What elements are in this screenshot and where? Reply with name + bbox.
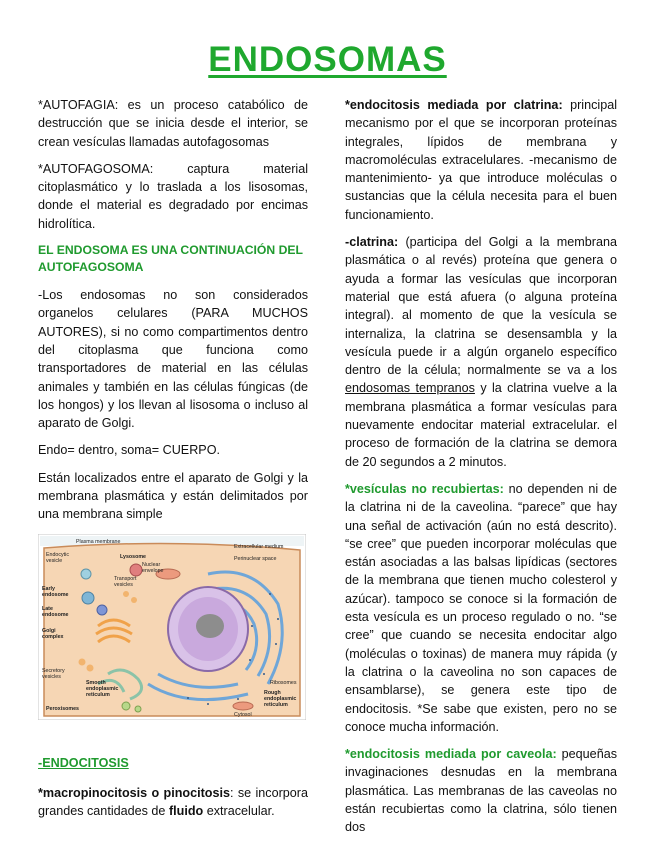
vesiculas-no-recubiertas-paragraph	[345, 480, 617, 736]
clatrina-endocitosis-paragraph	[345, 96, 617, 224]
clatrina-paragraph	[345, 233, 617, 471]
label-envelope: envelope	[142, 567, 164, 574]
label-rough-endoplasmic: endoplasmic	[264, 695, 297, 702]
label-smooth: Smooth	[86, 679, 106, 686]
endosomas-tempranos-term: endosomas tempranos	[345, 381, 475, 396]
cell-diagram	[38, 534, 306, 720]
macropinocitosis-text-a: : se incorpora grandes cantidades de	[38, 785, 308, 819]
caveola-term: *endocitosis mediada por caveola:	[345, 747, 557, 762]
label-rough-reticulum: reticulum	[264, 701, 288, 708]
clatrina-endocitosis-text: principal mecanismo por el que se incorporan proteínas integrales, lípidos de membrana y macromoléculas extracelulares. -mecanismo de mantenimiento- ya que introduce moléculas o sustancias que la célula necesita para el buen funcionamiento.	[345, 98, 618, 222]
endosomas-paragraph: -Los endosomas no son considerados organelos celulares (PARA MUCHOS AUTORES), si no como compartimentos dentro del citoplasma que funciona como transportadores de material en las células animales y también en las células fúngicas (de los hongos) y los llevan al lisosoma o incluso al aparato de Golgi.	[38, 288, 308, 431]
label-lysosome: Lysosome	[120, 553, 147, 560]
label-smooth-endoplasmic: endoplasmic	[86, 685, 119, 692]
autofagosoma-paragraph: *AUTOFAGOSOMA: captura material citoplasmático y lo traslada a los lisosomas, donde el material es degradado por encimas hidrolítica.	[38, 161, 308, 231]
caveola-text: pequeñas invaginaciones desnudas en la membrana plasmática. Las membranas de las caveolas no están recubiertas como la clatrina, sólo tienen dos	[345, 747, 617, 835]
etymology-paragraph: Endo= dentro, soma= CUERPO.	[38, 443, 221, 458]
endosoma-heading: EL ENDOSOMA ES UNA CONTINUACIÓN DEL AUTOFAGOSOMA	[38, 243, 303, 275]
label-late: Late	[42, 605, 53, 612]
label-peroxisomes: Peroxisomes	[46, 705, 79, 712]
left-column	[38, 96, 308, 830]
label-vesicles: vesicles	[114, 581, 133, 588]
label-extracellular-medium: Extracellular medium	[234, 543, 284, 550]
label-smooth-reticulum: reticulum	[86, 691, 110, 698]
endocitosis-heading: -ENDOCITOSIS	[38, 755, 129, 770]
clatrina-text-b: y la clatrina vuelve a la membrana plasmática a formar vesículas para nuevamente endocitar material extracelular. el proceso de formación de la clatrina se demora de 20 segundos a 2 minutos.	[345, 381, 617, 469]
clatrina-term: -clatrina:	[345, 235, 399, 250]
label-secretory-vesicles: vesicles	[42, 673, 61, 680]
label-cytosol: Cytosol	[234, 711, 252, 718]
cell-diagram-image	[38, 534, 306, 720]
label-late-endosome: endosome	[42, 611, 69, 618]
vesiculas-no-recubiertas-text: no dependen ni de la clatrina ni de la caveolina. “parece” que hay una señal de activación (aún no está descrito). “se cree” que pueden incorporar moléculas que están asociadas a las balsas lipídicas (sectores de la membrana que tienen mucho colesterol y azúcar). tampoco se conoce si la formación de esta vesícula es un proceso regulado o no. “se cree” que cuando se necesita endocitar algo (moléculas o toxinas) de manera muy rápida (y la clatrina o la caveolina no son capaces de ensamblarse), se genera este tipo de endocitosis. *Se sabe que existen, pero no se conoce mucha información.	[345, 481, 617, 734]
label-golgi: Golgi	[42, 627, 56, 634]
clatrina-text-a: (participa del Golgi a la membrana plasmática o al revés) proteína que genera o ayuda a formar las vesículas que incorporan material que está afuera (o alguna proteína integral). al momento de que la vesícula se internaliza, la clatrina se desensambla y la vesícula puede ir a algún organelo específico dentro de la célula; normalmente se va a los	[345, 235, 617, 378]
label-endocytic: Endocytic	[46, 551, 69, 558]
autofagia-paragraph: *AUTOFAGIA: es un proceso catabólico de destrucción que se inicia desde el interior, se crean vesículas llamadas autofagosomas	[38, 98, 308, 149]
clatrina-endocitosis-term: *endocitosis mediada por clatrina:	[345, 98, 563, 112]
fluido-term: fluido	[168, 804, 204, 819]
caveola-paragraph	[345, 745, 617, 836]
macropinocitosis-term: *macropinocitosis o pinocitosis	[38, 785, 231, 800]
vesiculas-no-recubiertas-term: *vesículas no recubiertas:	[345, 481, 504, 496]
label-perinuclear-space: Perinuclear space	[234, 555, 277, 562]
label-early: Early	[42, 585, 55, 592]
label-golgi-complex: complex	[42, 633, 64, 640]
location-paragraph: Están localizados entre el aparato de Golgi y la membrana plasmática y están delimitados por una membrana simple	[38, 470, 308, 522]
label-vesicle: vesicle	[46, 557, 63, 564]
page-title: ENDOSOMAS	[208, 40, 447, 79]
label-early-endosome: endosome	[42, 591, 69, 598]
label-transport: Transport	[114, 575, 137, 582]
label-rough: Rough	[264, 689, 281, 696]
label-secretory: Secretory	[42, 667, 65, 674]
macropinocitosis-text-b: extracelular.	[203, 804, 275, 819]
right-column	[345, 96, 617, 846]
label-plasma-membrane: Plasma membrane	[76, 538, 121, 545]
macropinocitosis-paragraph	[38, 784, 308, 821]
label-nuclear: Nuclear	[142, 561, 161, 568]
label-ribosomes: Ribosomes	[270, 679, 297, 686]
